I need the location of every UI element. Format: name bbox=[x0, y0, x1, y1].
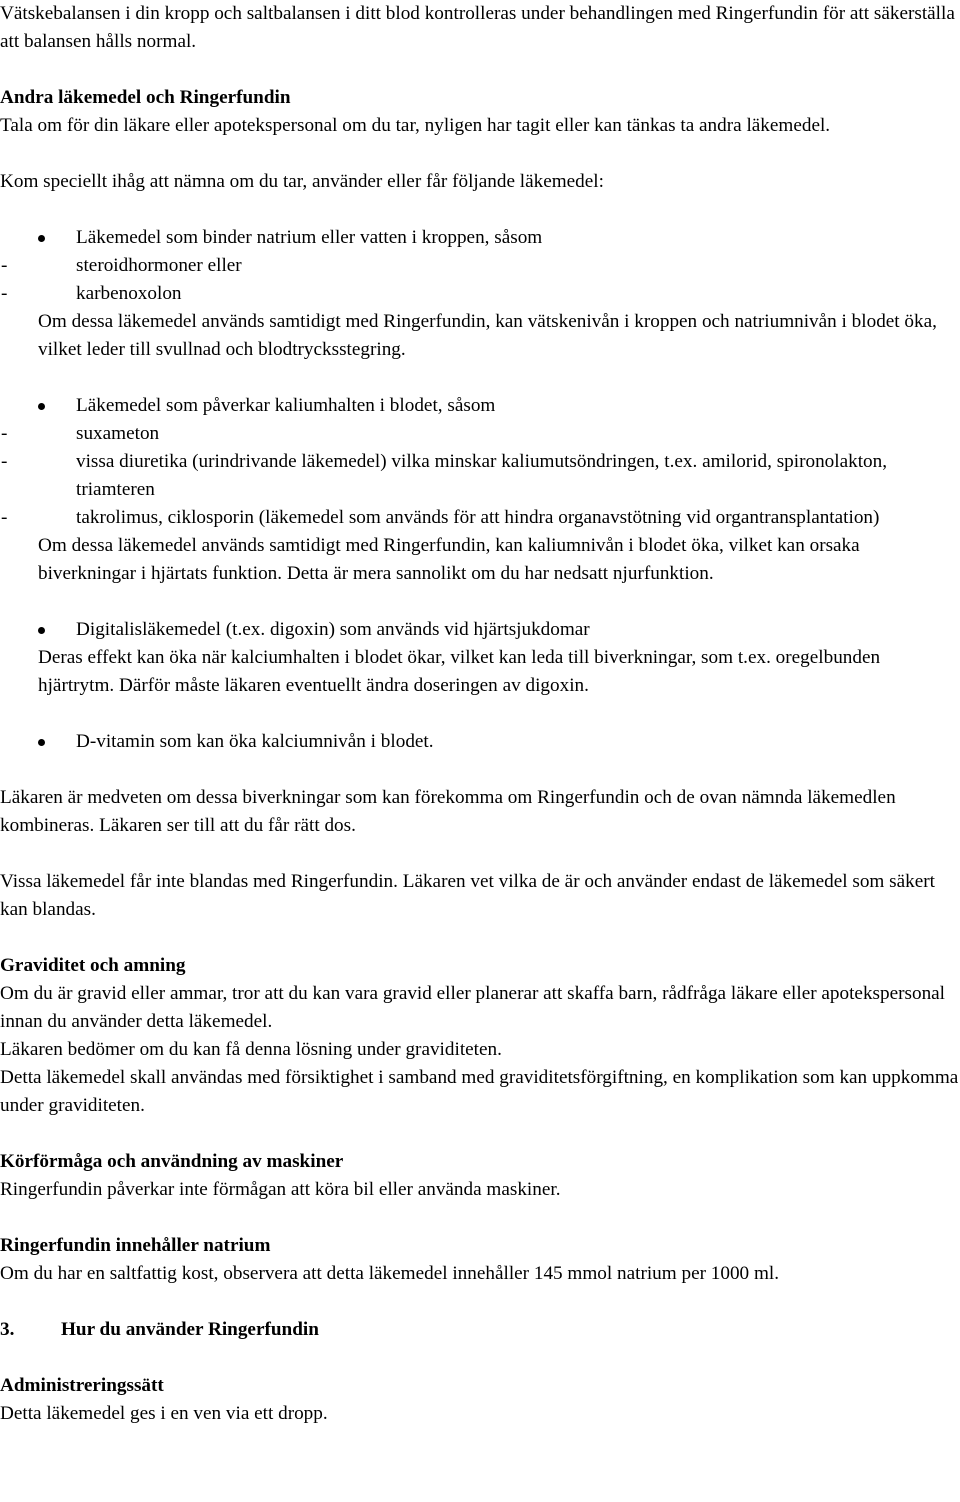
other-medicines-lead: Kom speciellt ihåg att nämna om du tar, använder eller får följande läkemedel: bbox=[0, 171, 604, 192]
section-3-heading bbox=[0, 1316, 960, 1344]
section-number: 3. bbox=[0, 1319, 15, 1340]
administration-heading: Administreringssätt bbox=[0, 1375, 164, 1396]
dash-item: - steroidhormoner eller bbox=[1, 255, 242, 276]
pregnancy-text-2: Läkaren bedömer om du kan få denna lösning under graviditeten. bbox=[0, 1039, 502, 1060]
administration-text: Detta läkemedel ges i en ven via ett dropp. bbox=[0, 1403, 328, 1424]
fluid-balance-paragraph: Vätskebalansen i din kropp och saltbalansen i ditt blod kontrolleras under behandlingen med Ringerfundin för att säkerställa att balansen hålls normal. bbox=[0, 3, 955, 52]
pregnancy-text-1: Om du är gravid eller ammar, tror att du kan vara gravid eller planerar att skaffa barn, rådfråga läkare eller apotekspersonal innan du använder detta läkemedel. bbox=[0, 983, 946, 1032]
dash-item: - takrolimus, ciklosporin (läkemedel som används för att hindra organavstötning vid organtransplantation) bbox=[1, 507, 880, 528]
bullet-sodium-text: Läkemedel som binder natrium eller vatten i kroppen, såsom bbox=[76, 227, 543, 248]
bullet-dot bbox=[38, 235, 45, 242]
digitalis-consequence: Deras effekt kan öka när kalciumhalten i blodet ökar, vilket kan leda till biverkningar, som t.ex. oregelbunden hjärtrytm. Därför måste läkaren eventuellt ändra doseringen av digoxin. bbox=[38, 647, 881, 696]
doctor-aware-paragraph: Läkaren är medveten om dessa biverkningar som kan förekomma om Ringerfundin och de ovan nämnda läkemedlen kombineras. Läkaren ser till att du får rätt dos. bbox=[0, 787, 896, 836]
bullet-vitamin-d bbox=[0, 728, 960, 756]
mixing-paragraph: Vissa läkemedel får inte blandas med Ringerfundin. Läkaren vet vilka de är och använder endast de läkemedel som säkert kan blandas. bbox=[0, 871, 935, 920]
bullet-potassium bbox=[0, 392, 960, 420]
sodium-consequence: Om dessa läkemedel används samtidigt med Ringerfundin, kan vätskenivån i kroppen och natriumnivån i blodet öka, vilket leder till svullnad och blodtrycksstegring. bbox=[38, 311, 937, 360]
dash-item: - karbenoxolon bbox=[1, 283, 182, 304]
pregnancy-heading: Graviditet och amning bbox=[0, 955, 186, 976]
section-title: Hur du använder Ringerfundin bbox=[61, 1319, 319, 1340]
potassium-consequence: Om dessa läkemedel används samtidigt med Ringerfundin, kan kaliumnivån i blodet öka, vilket kan orsaka biverkningar i hjärtats funktion. Detta är mera sannolikt om du har nedsatt njurfunktion. bbox=[38, 535, 860, 584]
dash-item: - vissa diuretika (urindrivande läkemedel) vilka minskar kaliumutsöndringen, t.ex. amilorid, spironolakton, triamteren bbox=[1, 451, 888, 500]
sodium-content-text: Om du har en saltfattig kost, observera att detta läkemedel innehåller 145 mmol natrium per 1000 ml. bbox=[0, 1263, 780, 1284]
bullet-potassium-text: Läkemedel som påverkar kaliumhalten i blodet, såsom bbox=[76, 395, 496, 416]
bullet-dot bbox=[38, 403, 45, 410]
driving-heading: Körförmåga och användning av maskiner bbox=[0, 1151, 344, 1172]
bullet-dot bbox=[38, 739, 45, 746]
dash-item: - suxameton bbox=[1, 423, 160, 444]
bullet-dot bbox=[38, 627, 45, 634]
bullet-digitalis-text: Digitalisläkemedel (t.ex. digoxin) som används vid hjärtsjukdomar bbox=[76, 619, 590, 640]
other-medicines-text: Tala om för din läkare eller apotekspersonal om du tar, nyligen har tagit eller kan tänkas ta andra läkemedel. bbox=[0, 115, 831, 136]
sodium-content-heading: Ringerfundin innehåller natrium bbox=[0, 1235, 271, 1256]
bullet-sodium bbox=[0, 224, 960, 252]
driving-text: Ringerfundin påverkar inte förmågan att köra bil eller använda maskiner. bbox=[0, 1179, 561, 1200]
bullet-digitalis bbox=[0, 616, 960, 644]
pregnancy-text-3: Detta läkemedel skall användas med försiktighet i samband med graviditetsförgiftning, en komplikation som kan uppkomma under graviditeten. bbox=[0, 1067, 959, 1116]
bullet-vitamin-d-text: D-vitamin som kan öka kalciumnivån i blodet. bbox=[76, 731, 434, 752]
other-medicines-heading: Andra läkemedel och Ringerfundin bbox=[0, 87, 291, 108]
